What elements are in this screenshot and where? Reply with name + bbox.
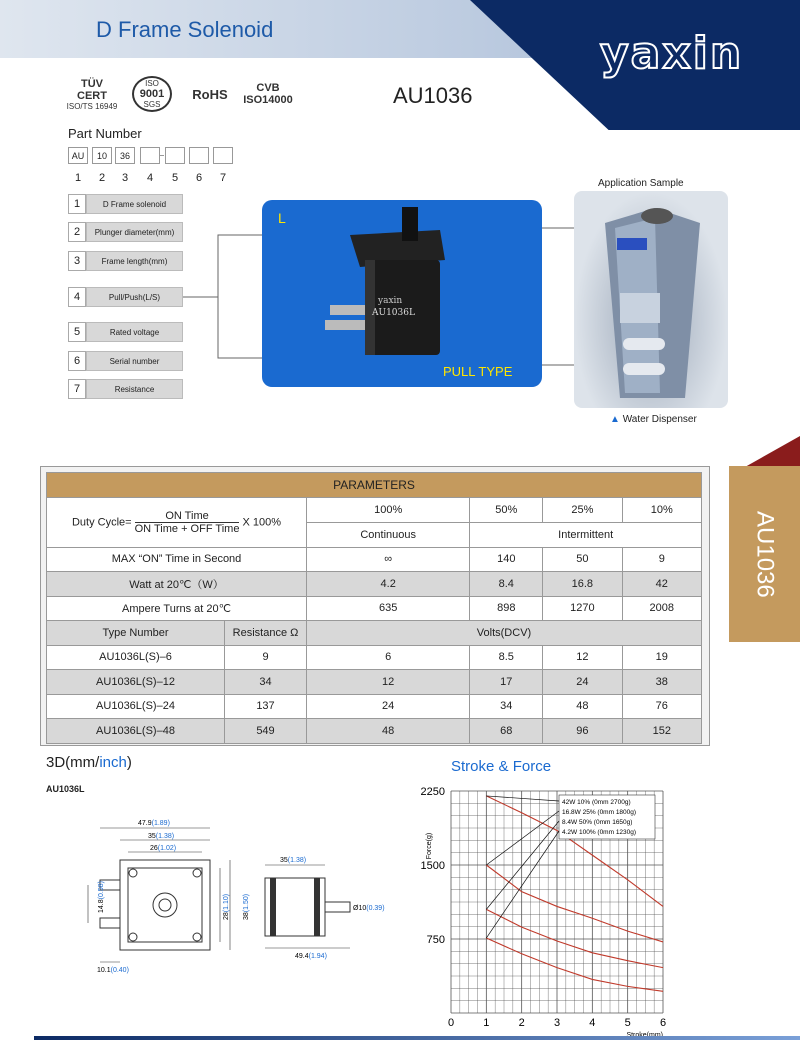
type-volts: 6 — [307, 645, 470, 670]
duty-label: Duty Cycle= — [71, 515, 132, 528]
dim-label: 26(1.02) — [150, 845, 177, 852]
type-name: AU1036L(S)–6 — [47, 645, 225, 670]
type-volts: 19 — [622, 645, 701, 670]
type-header: Type Number — [47, 621, 225, 646]
duty-value: 50% — [470, 497, 543, 522]
pn-box — [213, 147, 233, 164]
key-number: 1 — [68, 194, 86, 214]
volts-header: Volts(DCV) — [307, 621, 702, 646]
param-value: 9 — [622, 547, 701, 572]
param-value: 635 — [307, 596, 470, 621]
duty-denominator: ON Time + OFF Time — [134, 522, 240, 535]
solenoid-marking: AU1036L — [372, 308, 415, 318]
param-value: 140 — [470, 547, 543, 572]
type-name: AU1036L(S)–48 — [47, 719, 225, 744]
pn-index: 3 — [121, 172, 129, 184]
pull-type-letter: L — [278, 210, 286, 226]
legend-entry: 4.2W 100% (0mm 1230g) — [562, 829, 637, 836]
drawing-title-part: inch — [99, 754, 127, 771]
dimension-drawing — [70, 810, 430, 980]
pn-index: 4 — [146, 172, 154, 184]
water-dispenser-image — [595, 198, 705, 403]
solenoid-image — [320, 205, 460, 365]
iso9001-logo — [132, 76, 172, 112]
duty-cycle-formula — [47, 497, 307, 547]
resistance-header: Resistance Ω — [225, 621, 307, 646]
param-value: 4.2 — [307, 572, 470, 597]
legend-entry: 8.4W 50% (0mm 1650g) — [562, 819, 633, 826]
dim-label: 35(1.38) — [280, 857, 307, 864]
footer-bar — [34, 1036, 800, 1040]
param-value: 50 — [543, 547, 622, 572]
type-volts: 24 — [307, 694, 470, 719]
key-label: Frame length(mm) — [86, 251, 183, 271]
cert-text: ISO/TS 16949 — [66, 101, 118, 111]
x-tick-label: 4 — [589, 1017, 596, 1029]
cert-text: 9001 — [139, 88, 165, 100]
key-label: Resistance — [86, 379, 183, 399]
pn-box: AU — [68, 147, 88, 164]
drawing-title-part: 3D(mm/ — [46, 754, 100, 771]
dim-label: 10.1(0.40) — [97, 967, 129, 974]
type-resistance: 34 — [225, 670, 307, 695]
key-number: 3 — [68, 251, 86, 271]
pn-index: 7 — [219, 172, 227, 184]
type-name: AU1036L(S)–24 — [47, 694, 225, 719]
key-connector-lines — [183, 230, 273, 360]
duty-suffix: X 100% — [242, 515, 282, 528]
tuv-cert-logo — [66, 78, 118, 110]
pn-box — [140, 147, 160, 164]
application-caption — [610, 414, 697, 425]
type-volts: 68 — [470, 719, 543, 744]
key-label: Serial number — [86, 351, 183, 371]
cert-text: TÜV — [81, 77, 103, 90]
drawing-title — [46, 754, 132, 771]
mode-continuous: Continuous — [307, 522, 470, 547]
cert-text: ISO14000 — [243, 94, 293, 106]
y-tick-label: 1500 — [420, 860, 445, 872]
type-volts: 76 — [622, 694, 701, 719]
x-tick-label: 2 — [518, 1017, 525, 1029]
pn-index: 1 — [74, 172, 82, 184]
cert-text: SGS — [143, 100, 161, 109]
parameters-title: PARAMETERS — [47, 473, 702, 498]
legend-entry: 42W 10% (0mm 2700g) — [562, 799, 631, 806]
legend-entry: 16.8W 25% (0mm 1800g) — [562, 809, 637, 816]
cert-text: RoHS — [192, 86, 228, 102]
dim-label: Ø10(0.39) — [353, 905, 385, 912]
pn-index: 5 — [171, 172, 179, 184]
cert-text: CVB — [256, 82, 280, 94]
type-volts: 152 — [622, 719, 701, 744]
dim-label: 35(1.38) — [148, 833, 175, 840]
solenoid-marking: yaxin — [378, 296, 403, 306]
key-number: 6 — [68, 351, 86, 371]
pn-dash — [160, 155, 164, 156]
type-name: AU1036L(S)–12 — [47, 670, 225, 695]
type-volts: 48 — [307, 719, 470, 744]
key-number: 5 — [68, 322, 86, 342]
type-volts: 34 — [470, 694, 543, 719]
key-label: Plunger diameter(mm) — [86, 222, 183, 242]
dim-label: 14.8(0.58) — [98, 881, 105, 913]
param-label: Ampere Turns at 20℃ — [47, 596, 307, 621]
type-volts: 12 — [307, 670, 470, 695]
duty-value: 25% — [543, 497, 622, 522]
y-axis-label: Force(g) — [426, 832, 433, 860]
chart-title: Stroke & Force — [451, 758, 552, 775]
parameters-table — [46, 472, 702, 744]
y-tick-label: 750 — [426, 934, 445, 946]
x-tick-label: 5 — [624, 1017, 631, 1029]
dim-label: 28(1.10) — [223, 893, 230, 920]
param-value: 16.8 — [543, 572, 622, 597]
cert-text: CERT — [77, 89, 107, 102]
duty-value: 100% — [307, 497, 470, 522]
type-volts: 17 — [470, 670, 543, 695]
type-resistance: 137 — [225, 694, 307, 719]
type-volts: 96 — [543, 719, 622, 744]
pn-box: 36 — [115, 147, 135, 164]
caption-text: Water Dispenser — [622, 414, 697, 425]
key-number: 4 — [68, 287, 86, 307]
dim-label: 47.9(1.89) — [138, 820, 170, 827]
y-tick-label: 2250 — [420, 786, 445, 798]
iso14000-logo — [243, 78, 293, 110]
x-tick-label: 3 — [553, 1017, 561, 1029]
type-volts: 8.5 — [470, 645, 543, 670]
type-volts: 12 — [543, 645, 622, 670]
type-volts: 38 — [622, 670, 701, 695]
part-number-label: Part Number — [68, 126, 142, 141]
duty-fraction — [135, 510, 240, 535]
app-connector-lines — [542, 225, 577, 370]
param-value: 1270 — [543, 596, 622, 621]
drawing-model: AU1036L — [46, 784, 85, 794]
model-number: AU1036 — [393, 83, 473, 108]
pn-index: 2 — [98, 172, 106, 184]
triangle-icon: ▲ — [610, 414, 620, 425]
pn-box: 10 — [92, 147, 112, 164]
pn-index: 6 — [195, 172, 203, 184]
rohs-logo — [184, 78, 236, 110]
dim-label: 49.4(1.94) — [295, 953, 327, 960]
pull-type-label: PULL TYPE — [443, 364, 513, 379]
x-tick-label: 0 — [447, 1017, 455, 1029]
param-label: Watt at 20℃（W） — [47, 572, 307, 597]
param-label: MAX “ON” Time in Second — [47, 547, 307, 572]
key-number: 2 — [68, 222, 86, 242]
x-tick-label: 1 — [483, 1017, 490, 1029]
param-value: ∞ — [307, 547, 470, 572]
key-label: Rated voltage — [86, 322, 183, 342]
type-volts: 48 — [543, 694, 622, 719]
brand-logo: yaxin — [600, 28, 744, 79]
duty-numerator: ON Time — [135, 510, 240, 523]
type-resistance: 549 — [225, 719, 307, 744]
pn-box — [189, 147, 209, 164]
key-label: D Frame solenoid — [86, 194, 183, 214]
key-label: Pull/Push(L/S) — [86, 287, 183, 307]
type-resistance: 9 — [225, 645, 307, 670]
param-value: 8.4 — [470, 572, 543, 597]
side-tab-model: AU1036 — [751, 510, 779, 598]
mode-intermittent: Intermittent — [470, 522, 702, 547]
pn-box — [165, 147, 185, 164]
stroke-force-chart — [405, 775, 705, 1035]
drawing-title-part: ) — [126, 754, 132, 771]
page-title: D Frame Solenoid — [96, 17, 274, 42]
param-value: 898 — [470, 596, 543, 621]
application-title: Application Sample — [598, 178, 684, 189]
x-tick-label: 6 — [659, 1017, 667, 1029]
param-value: 42 — [622, 572, 701, 597]
key-number: 7 — [68, 379, 86, 399]
dim-label: 38(1.50) — [243, 893, 250, 920]
param-value: 2008 — [622, 596, 701, 621]
cert-text: ISO — [145, 79, 159, 88]
type-volts: 24 — [543, 670, 622, 695]
duty-value: 10% — [622, 497, 701, 522]
